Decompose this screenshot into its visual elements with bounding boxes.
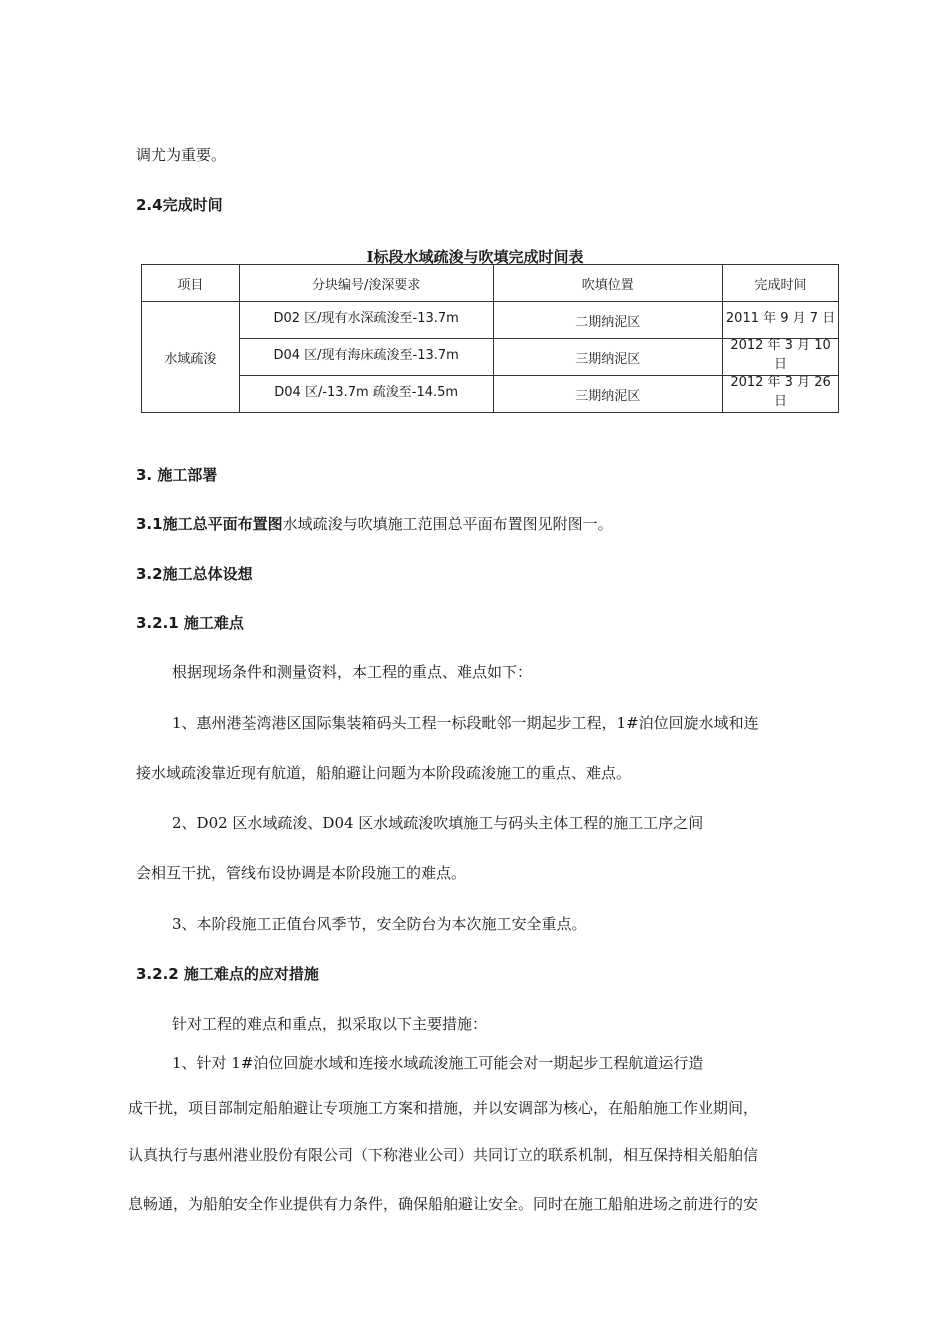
paragraph: 1、针对 1#泊位回旋水域和连接水域疏浚施工可能会对一期起步工程航道运行造 (172, 1054, 704, 1072)
date-cell (723, 302, 839, 339)
table-row (142, 376, 839, 413)
paragraph: 成干扰，项目部制定船舶避让专项施工方案和措施，并以安调部为核心，在船舶施工作业期间， (128, 1099, 759, 1117)
date-text: 2012 年 3 月 26 日 (730, 375, 831, 409)
paragraph: 针对工程的难点和重点，拟采取以下主要措施： (172, 1015, 488, 1033)
location-cell: 二期纳泥区 (493, 302, 723, 339)
location-cell: 三期纳泥区 (493, 339, 723, 376)
table-header-row (142, 265, 839, 302)
paragraph: 1、惠州港荃湾港区国际集装箱码头工程一标段毗邻一期起步工程，1#泊位回旋水域和连 (172, 714, 759, 732)
block-cell (239, 302, 493, 339)
paragraph: 根据现场条件和测量资料，本工程的重点、难点如下： (172, 663, 533, 681)
table-caption: I标段水域疏浚与吹填完成时间表 (366, 248, 584, 266)
paragraph: 2、D02 区水域疏浚、D04 区水域疏浚吹填施工与码头主体工程的施工工序之间 (172, 814, 704, 832)
section-heading-3-2-1: 3.2.1 施工难点 (136, 614, 244, 632)
block-cell (239, 376, 493, 413)
block-cell (239, 339, 493, 376)
block-text: D04 区/-13.7m 疏浚至-14.5m (274, 384, 459, 400)
section-3-1-line (136, 513, 613, 534)
project-cell: 水域疏浚 (142, 302, 240, 413)
date-text: 2011 年 9 月 7 日 (725, 310, 836, 326)
paragraph: 接水域疏浚靠近现有航道，船舶避让问题为本阶段疏浚施工的重点、难点。 (136, 764, 632, 782)
intro-line: 调尤为重要。 (136, 146, 227, 164)
paragraph: 息畅通，为船舶安全作业提供有力条件，确保船舶避让安全。同时在施工船舶进场之前进行的安 (128, 1195, 759, 1213)
date-text: 2012 年 3 月 10 日 (730, 338, 831, 372)
table-row (142, 302, 839, 339)
section-3-1-text: 水域疏浚与吹填施工范围总平面布置图见附图一。 (282, 515, 613, 533)
section-heading-3: 3. 施工部署 (136, 466, 218, 484)
completion-schedule-table (141, 264, 839, 413)
section-heading-3-2: 3.2施工总体设想 (136, 565, 253, 583)
header-cell: 吹填位置 (493, 265, 723, 302)
header-cell: 完成时间 (723, 265, 839, 302)
header-cell: 分块编号/浚深要求 (239, 265, 493, 302)
date-cell (723, 339, 839, 376)
location-cell: 三期纳泥区 (493, 376, 723, 413)
paragraph: 会相互干扰，管线布设协调是本阶段施工的难点。 (136, 864, 467, 882)
paragraph: 3、本阶段施工正值台风季节，安全防台为本次施工安全重点。 (172, 915, 587, 933)
section-heading-2-4: 2.4完成时间 (136, 196, 223, 214)
block-text: D04 区/现有海床疏浚至-13.7m (273, 347, 459, 363)
section-heading-3-2-2: 3.2.2 施工难点的应对措施 (136, 965, 319, 983)
paragraph: 认真执行与惠州港业股份有限公司（下称港业公司）共同订立的联系机制，相互保持相关船舶信 (128, 1146, 759, 1164)
header-cell: 项目 (142, 265, 240, 302)
block-text: D02 区/现有水深疏浚至-13.7m (273, 310, 459, 326)
table-row (142, 339, 839, 376)
date-cell (723, 376, 839, 413)
section-heading-3-1: 3.1施工总平面布置图 (136, 515, 283, 533)
